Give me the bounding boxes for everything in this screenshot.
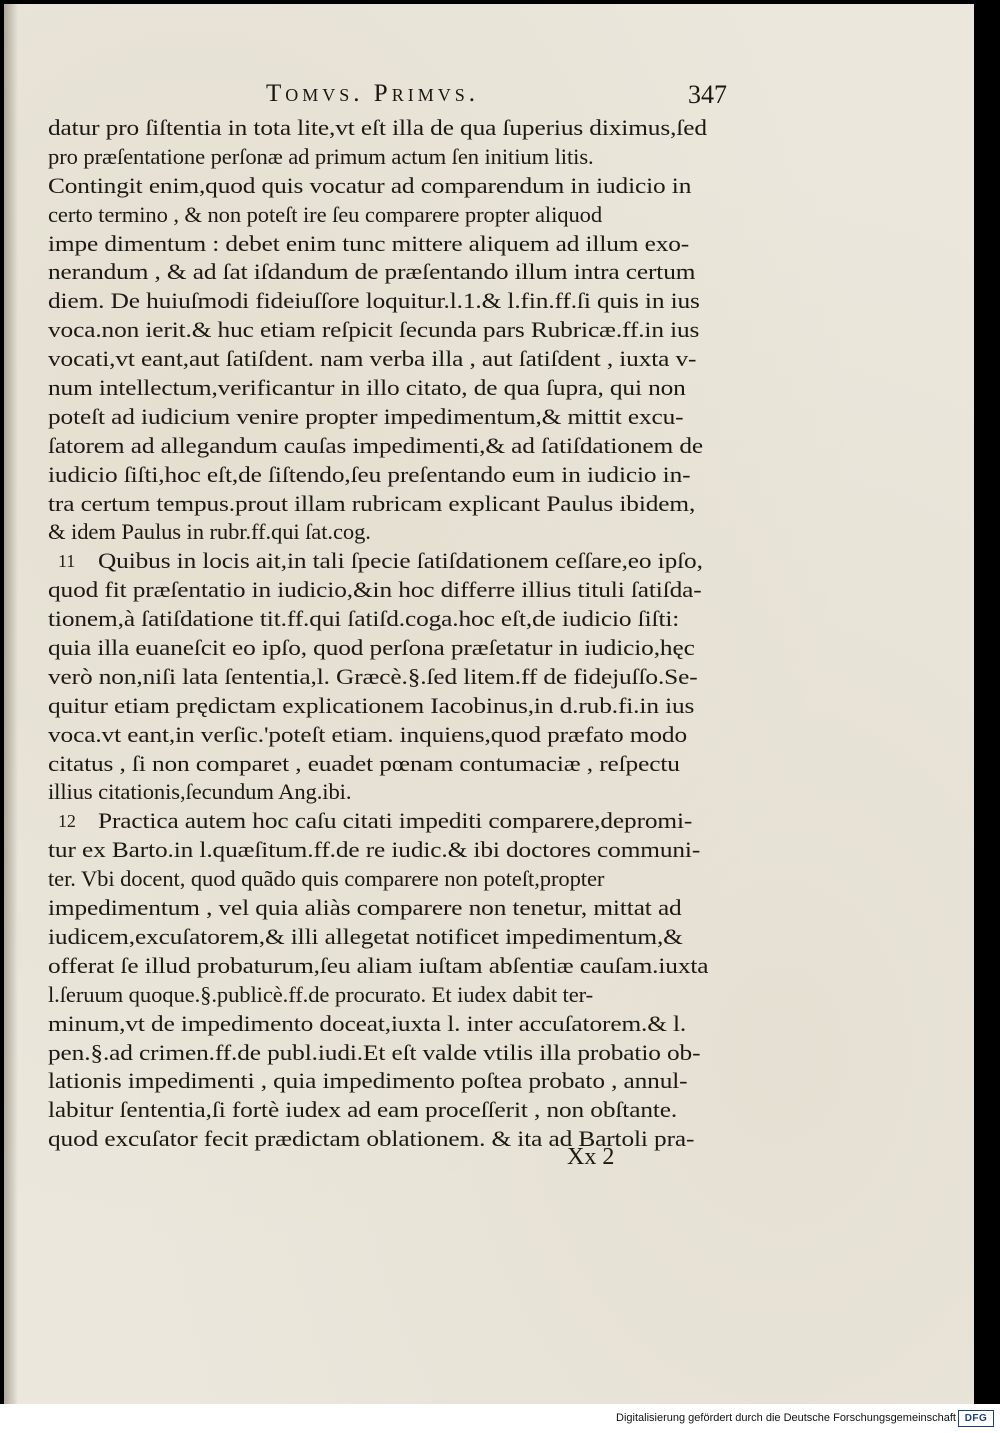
line-text: ſatorem ad allegandum cauſas impedimenti,& ad ſatiſdationem de: [48, 432, 703, 458]
line-text: minum,vt de impedimento doceat,iuxta l. inter accuſatorem.& l.: [48, 1010, 687, 1036]
text-line: [48, 490, 748, 519]
line-text: datur pro ſiſtentia in tota lite,vt eſt illa de qua ſuperius diximus,ſed: [48, 115, 707, 140]
paragraph-number: 12: [58, 811, 76, 832]
text-line: [48, 518, 748, 547]
line-text: impedimentum , vel quia aliàs comparere non tenetur, mittat ad: [48, 895, 682, 921]
text-line: [48, 807, 748, 836]
text-line: [48, 634, 748, 663]
line-text: num intellectum,verificantur in illo citato, de qua ſupra, qui non: [48, 375, 686, 401]
text-line: [48, 345, 748, 374]
funding-credit: Digitalisierung gefördert durch die Deutsche Forschungsgemeinschaft: [616, 1412, 956, 1424]
text-line: [48, 172, 748, 201]
running-head: [4, 80, 974, 110]
line-text: tionem,à ſatiſdatione tit.ff.qui ſatiſd.coga.hoc eſt,de iudicio ſiſti:: [48, 606, 680, 632]
text-line: [48, 143, 748, 172]
text-line: [48, 316, 748, 345]
line-text: diem. De huiuſmodi fideiuſſore loquitur.l.1.& l.fin.ff.ſi quis in ius: [48, 288, 700, 314]
page-number: 347: [688, 80, 727, 109]
gutter-shadow: [4, 4, 18, 1404]
text-line: [48, 1039, 748, 1068]
text-line: [48, 663, 748, 692]
line-text: pro præſentatione perſonæ ad primum actum ſen initium litis.: [48, 143, 594, 169]
text-line: [48, 403, 748, 432]
line-text: lationis impedimenti , quia impedimento poſtea probato , annul-: [48, 1068, 688, 1094]
line-text: Quibus in locis ait,in tali ſpecie ſatiſdationem ceſſare,eo ipſo,: [98, 548, 703, 574]
text-line: [48, 114, 748, 143]
body-text: [48, 114, 748, 1154]
line-text: verò non,niſi lata ſententia,l. Græcè.§.ſed litem.ff de fidejuſſo.Se-: [48, 663, 698, 689]
text-line: [48, 1067, 748, 1096]
line-text: pen.§.ad crimen.ff.de publ.iudi.Et eſt valde vtilis illa probatio ob-: [48, 1039, 701, 1065]
line-text: impe dimentum : debet enim tunc mittere aliquem ad illum exo-: [48, 230, 690, 256]
line-text: iudicio ſiſti,hoc eſt,de ſiſtendo,ſeu preſentando eum in iudicio in-: [48, 461, 691, 487]
line-text: l.ſeruum quoque.§.publicè.ff.de procurato. Et iudex dabit ter-: [48, 981, 594, 1007]
paragraph-number: 11: [58, 551, 76, 572]
book-page: [4, 4, 974, 1404]
line-text: quod excuſator fecit prædictam oblationem. & ita ad Bartoli pra-: [48, 1126, 695, 1152]
line-text: voca.non ierit.& huc etiam reſpicit ſecunda pars Rubricæ.ff.in ius: [48, 317, 700, 343]
text-line: [48, 1010, 748, 1039]
line-text: ter. Vbi docent, quod quãdo quis comparere non poteſt,propter: [48, 866, 605, 892]
line-text: tra certum tempus.prout illam rubricam explicant Paulus ibidem,: [48, 490, 696, 516]
text-line: [48, 1125, 748, 1154]
line-text: certo termino , & non poteſt ire ſeu comparere propter aliquod: [48, 201, 603, 227]
line-text: illius citationis,ſecundum Ang.ibi.: [48, 779, 352, 805]
line-text: offerat ſe illud probaturum,ſeu aliam iuſtam abſentiæ cauſam.iuxta: [48, 952, 709, 978]
text-line: [48, 201, 748, 230]
line-text: voca.vt eant,in verſic.'poteſt etiam. inquiens,quod præfato modo: [48, 721, 688, 747]
text-line: [48, 923, 748, 952]
text-line: [48, 1096, 748, 1125]
text-line: [48, 750, 748, 779]
signature-mark: Xx 2: [567, 1144, 615, 1170]
line-text: nerandum , & ad ſat iſdandum de præſentando illum intra certum: [48, 259, 696, 285]
line-text: iudicem,excuſatorem,& illi allegetat notificet impedimentum,&: [48, 923, 683, 949]
line-text: quia illa euaneſcit eo ipſo, quod perſona præſetatur in iudicio,hęc: [48, 635, 695, 661]
footer-bar: [0, 1404, 1000, 1433]
line-text: vocati,vt eant,aut ſatiſdent. nam verba illa , aut ſatiſdent , iuxta v-: [48, 346, 697, 372]
text-line: [48, 865, 748, 894]
text-line: [48, 374, 748, 403]
text-line: [48, 230, 748, 259]
line-text: quod fit præſentatio in iudicio,&in hoc differre illius tituli ſatiſda-: [48, 577, 702, 603]
line-text: Contingit enim,quod quis vocatur ad comparendum in iudicio in: [48, 172, 692, 198]
text-line: [48, 721, 748, 750]
text-line: [48, 461, 748, 490]
line-text: labitur ſententia,ſi fortè iudex ad eam proceſſerit , non obſtante.: [48, 1097, 678, 1123]
line-text: citatus , ſi non comparet , euadet pœnam contumaciæ , reſpectu: [48, 750, 680, 776]
text-line: [48, 836, 748, 865]
text-line: [48, 547, 748, 576]
text-line: [48, 576, 748, 605]
dfg-logo: DFG: [958, 1410, 994, 1427]
text-line: [48, 952, 748, 981]
line-text: tur ex Barto.in l.quæſitum.ff.de re iudic.& ibi doctores communi-: [48, 837, 701, 863]
running-head-title: Tomvs. Primvs.: [266, 80, 479, 107]
line-text: quitur etiam prędictam explicationem Iacobinus,in d.rub.fi.in ius: [48, 692, 695, 718]
line-text: Practica autem hoc caſu citati impediti comparere,depromi-: [98, 808, 693, 834]
text-line: [48, 258, 748, 287]
text-line: [48, 692, 748, 721]
text-line: [48, 894, 748, 923]
line-text: & idem Paulus in rubr.ff.qui ſat.cog.: [48, 519, 371, 545]
text-line: [48, 605, 748, 634]
text-line: [48, 981, 748, 1010]
text-line: [48, 778, 748, 807]
text-line: [48, 432, 748, 461]
line-text: poteſt ad iudicium venire propter impedimentum,& mittit excu-: [48, 403, 684, 429]
text-line: [48, 287, 748, 316]
